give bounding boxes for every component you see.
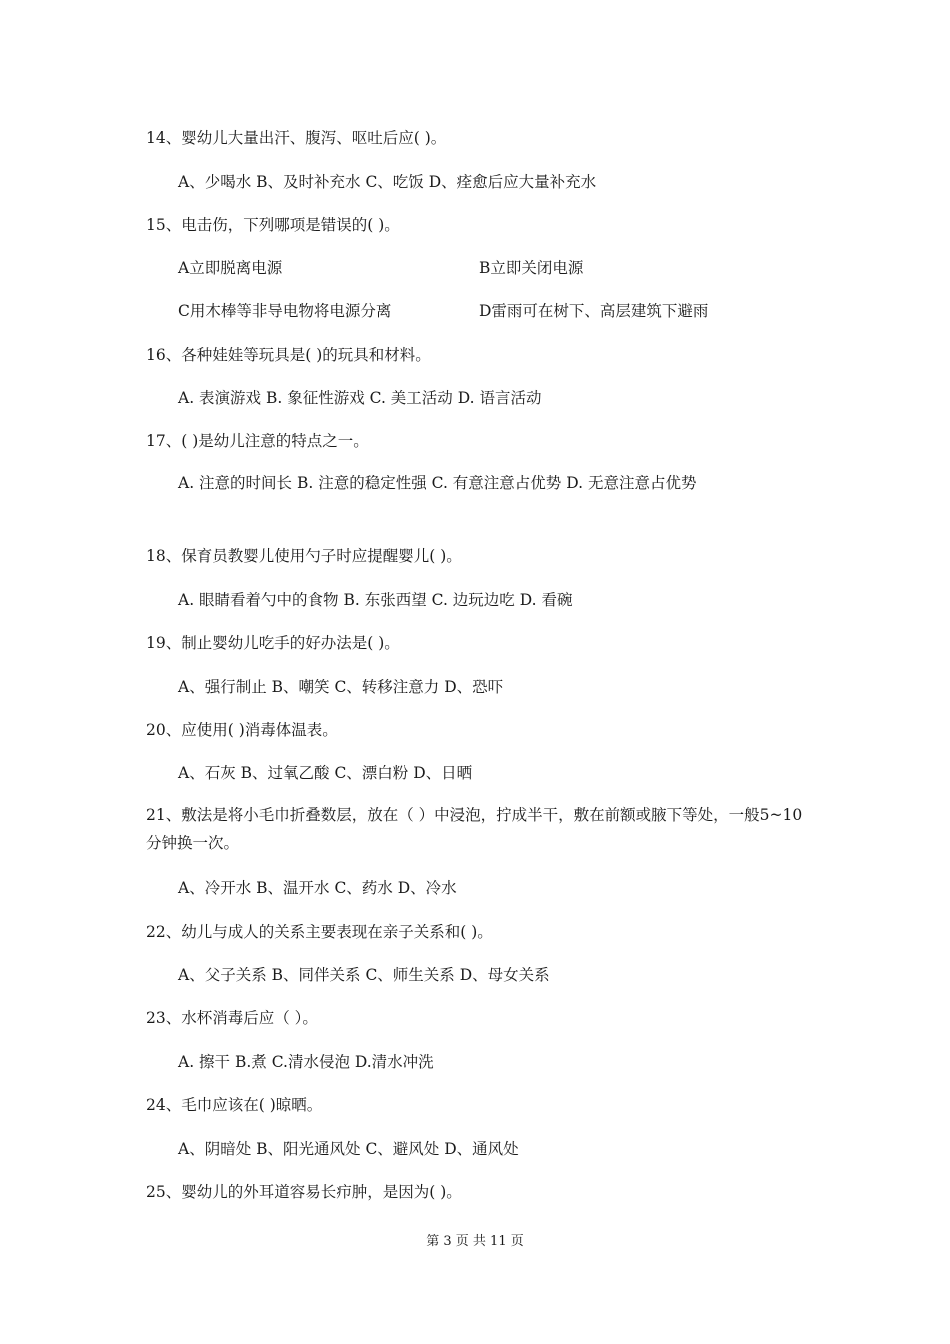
options-24: A、阴暗处 B、阳光通风处 C、避风处 D、通风处 [178,1140,519,1158]
options-16: A. 表演游戏 B. 象征性游戏 C. 美工活动 D. 语言活动 [178,389,542,407]
options-17-text: A. 注意的时间长 B. 注意的稳定性强 C. 有意注意占优势 D. 无意注意占优势 [178,474,697,492]
question-14: 14、婴幼儿大量出汗、腹泻、呕吐后应( )。 [146,129,447,147]
question-16: 16、各种娃娃等玩具是( )的玩具和材料。 [146,346,431,364]
options-19: A、强行制止 B、嘲笑 C、转移注意力 D、恐吓 [178,678,504,696]
question-20: 20、应使用( )消毒体温表。 [146,721,338,739]
option-15-c: C用木棒等非导电物将电源分离 [178,302,392,320]
question-21: 21、敷法是将小毛巾折叠数层，放在（ ）中浸泡，拧成半干，敷在前额或腋下等处，一般5~10分钟换一次。 [146,806,803,852]
question-15: 15、电击伤，下列哪项是错误的( )。 [146,216,400,234]
question-24: 24、毛巾应该在( )晾晒。 [146,1096,323,1114]
question-17: 17、( )是幼儿注意的特点之一。 [146,432,369,450]
option-15-a: A立即脱离电源 [178,259,283,277]
page-number-footer: 第 3 页 共 11 页 [426,1234,524,1249]
question-19: 19、制止婴幼儿吃手的好办法是( )。 [146,634,400,652]
options-18: A. 眼睛看着勺中的食物 B. 东张西望 C. 边玩边吃 D. 看碗 [178,591,573,609]
question-22: 22、幼儿与成人的关系主要表现在亲子关系和( )。 [146,923,493,941]
question-18: 18、保育员教婴儿使用勺子时应提醒婴儿( )。 [146,547,462,565]
question-25: 25、婴幼儿的外耳道容易长疖肿，是因为( )。 [146,1183,462,1201]
options-17 [146,469,814,497]
options-20: A、石灰 B、过氧乙酸 C、漂白粉 D、日晒 [178,764,473,782]
option-15-d: D雷雨可在树下、高层建筑下避雨 [479,302,709,320]
options-23: A. 擦干 B.煮 C.清水侵泡 D.清水冲洗 [178,1053,434,1071]
options-22: A、父子关系 B、同伴关系 C、师生关系 D、母女关系 [178,966,550,984]
option-15-b: B立即关闭电源 [479,259,584,277]
options-14: A、少喝水 B、及时补充水 C、吃饭 D、痊愈后应大量补充水 [178,173,597,191]
options-21: A、冷开水 B、温开水 C、药水 D、冷水 [178,879,457,897]
question-23: 23、水杯消毒后应（ ）。 [146,1009,318,1027]
